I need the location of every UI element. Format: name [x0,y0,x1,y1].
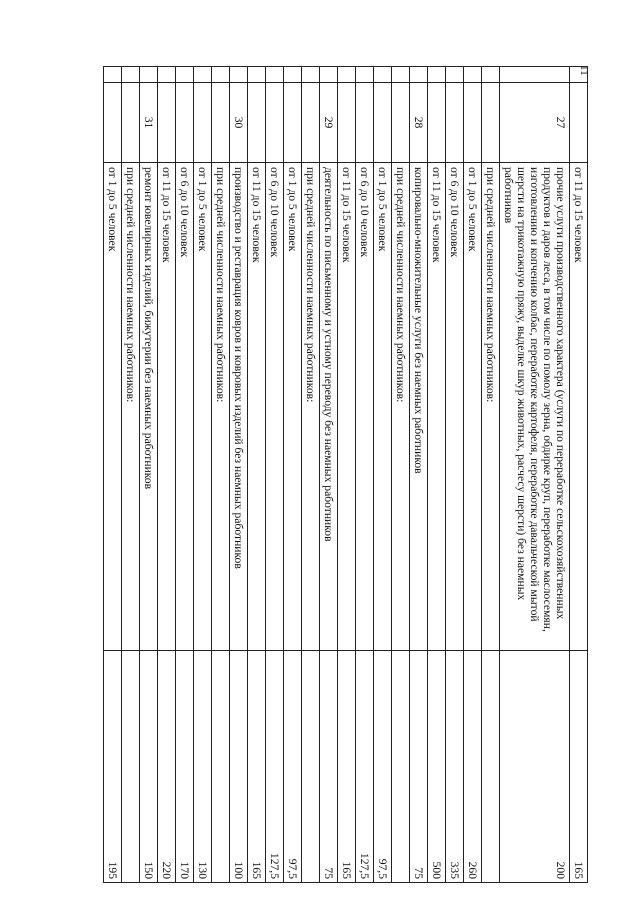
blank-cell [482,67,500,83]
activity-cell: от 11 до 15 человек [158,163,176,651]
amount-cell: 260 [464,651,482,883]
table-row [302,67,320,883]
table-row [392,67,410,883]
activity-cell: при средней численности наемных работников: [302,163,320,651]
item-number-cell [446,83,464,163]
blank-cell [446,67,464,83]
amount-cell: 500 [428,651,446,883]
amount-cell: 165 [248,651,266,883]
activity-cell: копировально-множительные услуги без наемных работников [410,163,428,651]
activity-cell: прочие услуги производственного характера (услуги по переработке сельскохозяйственных продуктов и даров леса, в том числе по помолу зерна, обдирке круп, переработке маслосемян, изготовлению и копчению колбас, переработке картофеля, переработке давальческой мытой шерсти на трикотажную пряжу, выделке шкур животных, расчесу шерсти) без наемных работников [500,163,570,651]
activity-cell: от 1 до 5 человек [464,163,482,651]
blank-cell [104,67,122,83]
tariff-table [103,66,588,883]
table-row [212,67,230,883]
table-row [194,67,212,883]
page-number: 11 [578,65,590,76]
table-row [428,67,446,883]
amount-cell [392,651,410,883]
amount-cell: 195 [104,651,122,883]
activity-cell: от 11 до 15 человек [570,163,588,651]
table-row [122,67,140,883]
blank-cell [570,67,588,83]
activity-cell: от 11 до 15 человек [248,163,266,651]
amount-cell [212,651,230,883]
amount-cell: 150 [140,651,158,883]
amount-cell: 75 [410,651,428,883]
table-row [140,67,158,883]
table-row [320,67,338,883]
item-number-cell [122,83,140,163]
table-row [248,67,266,883]
blank-cell [140,67,158,83]
table-row [266,67,284,883]
blank-cell [500,67,570,83]
table-row [570,67,588,883]
blank-cell [266,67,284,83]
blank-cell [302,67,320,83]
activity-cell: деятельность по письменному и устному переводу без наемных работников [320,163,338,651]
item-number-cell: 30 [230,83,248,163]
item-number-cell [464,83,482,163]
blank-cell [212,67,230,83]
item-number-cell [374,83,392,163]
item-number-cell [482,83,500,163]
activity-cell: от 6 до 10 человек [266,163,284,651]
item-number-cell [284,83,302,163]
blank-cell [338,67,356,83]
activity-cell: от 6 до 10 человек [356,163,374,651]
blank-cell [158,67,176,83]
item-number-cell [570,83,588,163]
amount-cell: 97,5 [374,651,392,883]
amount-cell: 165 [570,651,588,883]
table-row [284,67,302,883]
activity-cell: от 6 до 10 человек [446,163,464,651]
amount-cell [122,651,140,883]
activity-cell: при средней численности наемных работников: [482,163,500,651]
table-row [158,67,176,883]
amount-cell: 200 [500,651,570,883]
activity-cell: от 1 до 5 человек [194,163,212,651]
blank-cell [194,67,212,83]
activity-cell: ремонт ювелирных изделий, бижутерии без наемных работников [140,163,158,651]
table-row [446,67,464,883]
activity-cell: от 1 до 5 человек [104,163,122,651]
activity-cell: при средней численности наемных работников: [392,163,410,651]
amount-cell [302,651,320,883]
table-row [356,67,374,883]
item-number-cell [356,83,374,163]
table-row [104,67,122,883]
amount-cell: 335 [446,651,464,883]
blank-cell [284,67,302,83]
activity-cell: производство и реставрация ковров и ковровых изделий без наемных работников [230,163,248,651]
table-row [374,67,392,883]
item-number-cell [212,83,230,163]
item-number-cell: 31 [140,83,158,163]
amount-cell: 165 [338,651,356,883]
table-row [500,67,570,883]
activity-cell: от 6 до 10 человек [176,163,194,651]
blank-cell [428,67,446,83]
activity-cell: от 11 до 15 человек [428,163,446,651]
table-row [338,67,356,883]
table-body [104,67,588,883]
blank-cell [392,67,410,83]
amount-cell: 127,5 [266,651,284,883]
amount-cell: 97,5 [284,651,302,883]
item-number-cell [338,83,356,163]
activity-cell: при средней численности наемных работников: [212,163,230,651]
item-number-cell [428,83,446,163]
table-row [410,67,428,883]
item-number-cell [392,83,410,163]
item-number-cell [248,83,266,163]
amount-cell: 170 [176,651,194,883]
item-number-cell [194,83,212,163]
blank-cell [248,67,266,83]
item-number-cell [104,83,122,163]
activity-cell: при средней численности наемных работников: [122,163,140,651]
item-number-cell [302,83,320,163]
item-number-cell [158,83,176,163]
blank-cell [176,67,194,83]
blank-cell [374,67,392,83]
rotated-table-page [103,66,588,882]
amount-cell: 130 [194,651,212,883]
amount-cell [482,651,500,883]
activity-cell: от 11 до 15 человек [338,163,356,651]
table-row [230,67,248,883]
amount-cell: 220 [158,651,176,883]
table-row [176,67,194,883]
blank-cell [410,67,428,83]
table-row [482,67,500,883]
blank-cell [230,67,248,83]
table-row [464,67,482,883]
activity-cell: от 1 до 5 человек [374,163,392,651]
blank-cell [356,67,374,83]
activity-cell: от 1 до 5 человек [284,163,302,651]
item-number-cell [176,83,194,163]
blank-cell [464,67,482,83]
item-number-cell: 29 [320,83,338,163]
item-number-cell: 27 [500,83,570,163]
amount-cell: 100 [230,651,248,883]
amount-cell: 75 [320,651,338,883]
amount-cell: 127,5 [356,651,374,883]
item-number-cell: 28 [410,83,428,163]
item-number-cell [266,83,284,163]
blank-cell [320,67,338,83]
blank-cell [122,67,140,83]
